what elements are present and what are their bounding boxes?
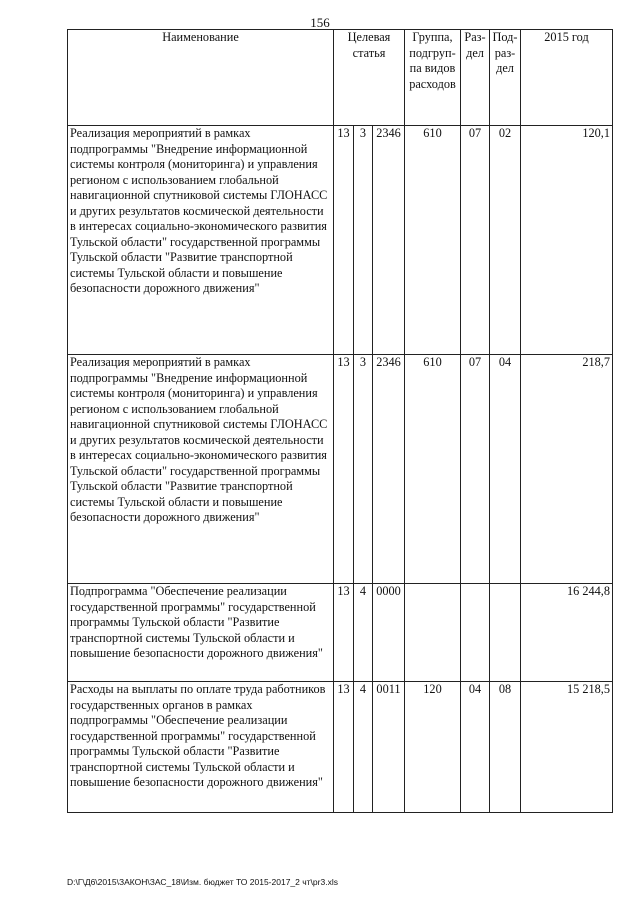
row-amount: 218,7: [521, 355, 613, 584]
row-subsection-code: 04: [490, 355, 521, 584]
header-name: Наименование: [68, 30, 334, 126]
table-row: [68, 682, 613, 813]
row-group-code: [405, 584, 461, 682]
row-name: Подпрограмма "Обеспечение реализации государственной программы" государственной программы Тульской области "Развитие транспортной системы Тульской области и повышение безопасности дорожного движения": [68, 584, 334, 682]
page-number: 156: [310, 15, 330, 30]
row-name: Расходы на выплаты по оплате труда работников государственных органов в рамках подпрограммы "Обеспечение реализации государственной программы" государственной программы Тульской области "Развитие транспортной системы Тульской области и повышение безопасности дорожного движения": [68, 682, 334, 813]
header-year: 2015 год: [521, 30, 613, 126]
row-subsection-code: 08: [490, 682, 521, 813]
row-amount: 16 244,8: [521, 584, 613, 682]
row-program-code: 13: [334, 126, 354, 355]
row-subprogram-code: 4: [354, 584, 373, 682]
row-section-code: 04: [461, 682, 490, 813]
row-program-code: 13: [334, 682, 354, 813]
row-subprogram-code: 3: [354, 126, 373, 355]
row-name: Реализация мероприятий в рамках подпрограммы "Внедрение информационной системы контроля (мониторинга) и управления регионом с использованием глобальной навигационной спутниковой системы ГЛОНАСС и других результатов космической деятельности в интересах социально-экономического развития Тульской области" государственной программы Тульской области "Развитие транспортной системы Тульской области и повышение безопасности дорожного движения": [68, 355, 334, 584]
row-section-code: [461, 584, 490, 682]
row-subprogram-code: 3: [354, 355, 373, 584]
row-group-code: 610: [405, 355, 461, 584]
file-path-footer: D:\Г\Д6\2015\ЗАКОН\ЗАС_18\Изм. бюджет ТО 2015-2017_2 чт\pr3.xls: [67, 877, 338, 887]
row-amount: 120,1: [521, 126, 613, 355]
row-program-code: 13: [334, 355, 354, 584]
header-subsection: Под-раз-дел: [490, 30, 521, 126]
header-section: Раз-дел: [461, 30, 490, 126]
row-group-code: 610: [405, 126, 461, 355]
table-header-row: [68, 30, 613, 126]
table-row: [68, 126, 613, 355]
row-program-code: 13: [334, 584, 354, 682]
row-amount: 15 218,5: [521, 682, 613, 813]
table-row: [68, 355, 613, 584]
header-target-article: Целевая статья: [334, 30, 405, 126]
row-group-code: 120: [405, 682, 461, 813]
row-direction-code: 0011: [373, 682, 405, 813]
row-subsection-code: 02: [490, 126, 521, 355]
table-row: [68, 584, 613, 682]
row-subprogram-code: 4: [354, 682, 373, 813]
row-name: Реализация мероприятий в рамках подпрограммы "Внедрение информационной системы контроля (мониторинга) и управления регионом с использованием глобальной навигационной спутниковой системы ГЛОНАСС и других результатов космической деятельности в интересах социально-экономического развития Тульской области" государственной программы Тульской области "Развитие транспортной системы Тульской области и повышение безопасности дорожного движения": [68, 126, 334, 355]
row-direction-code: 0000: [373, 584, 405, 682]
row-direction-code: 2346: [373, 355, 405, 584]
row-subsection-code: [490, 584, 521, 682]
row-section-code: 07: [461, 126, 490, 355]
header-group: Группа, подгруп-па видов расходов: [405, 30, 461, 126]
row-section-code: 07: [461, 355, 490, 584]
budget-table: [67, 29, 613, 813]
row-direction-code: 2346: [373, 126, 405, 355]
